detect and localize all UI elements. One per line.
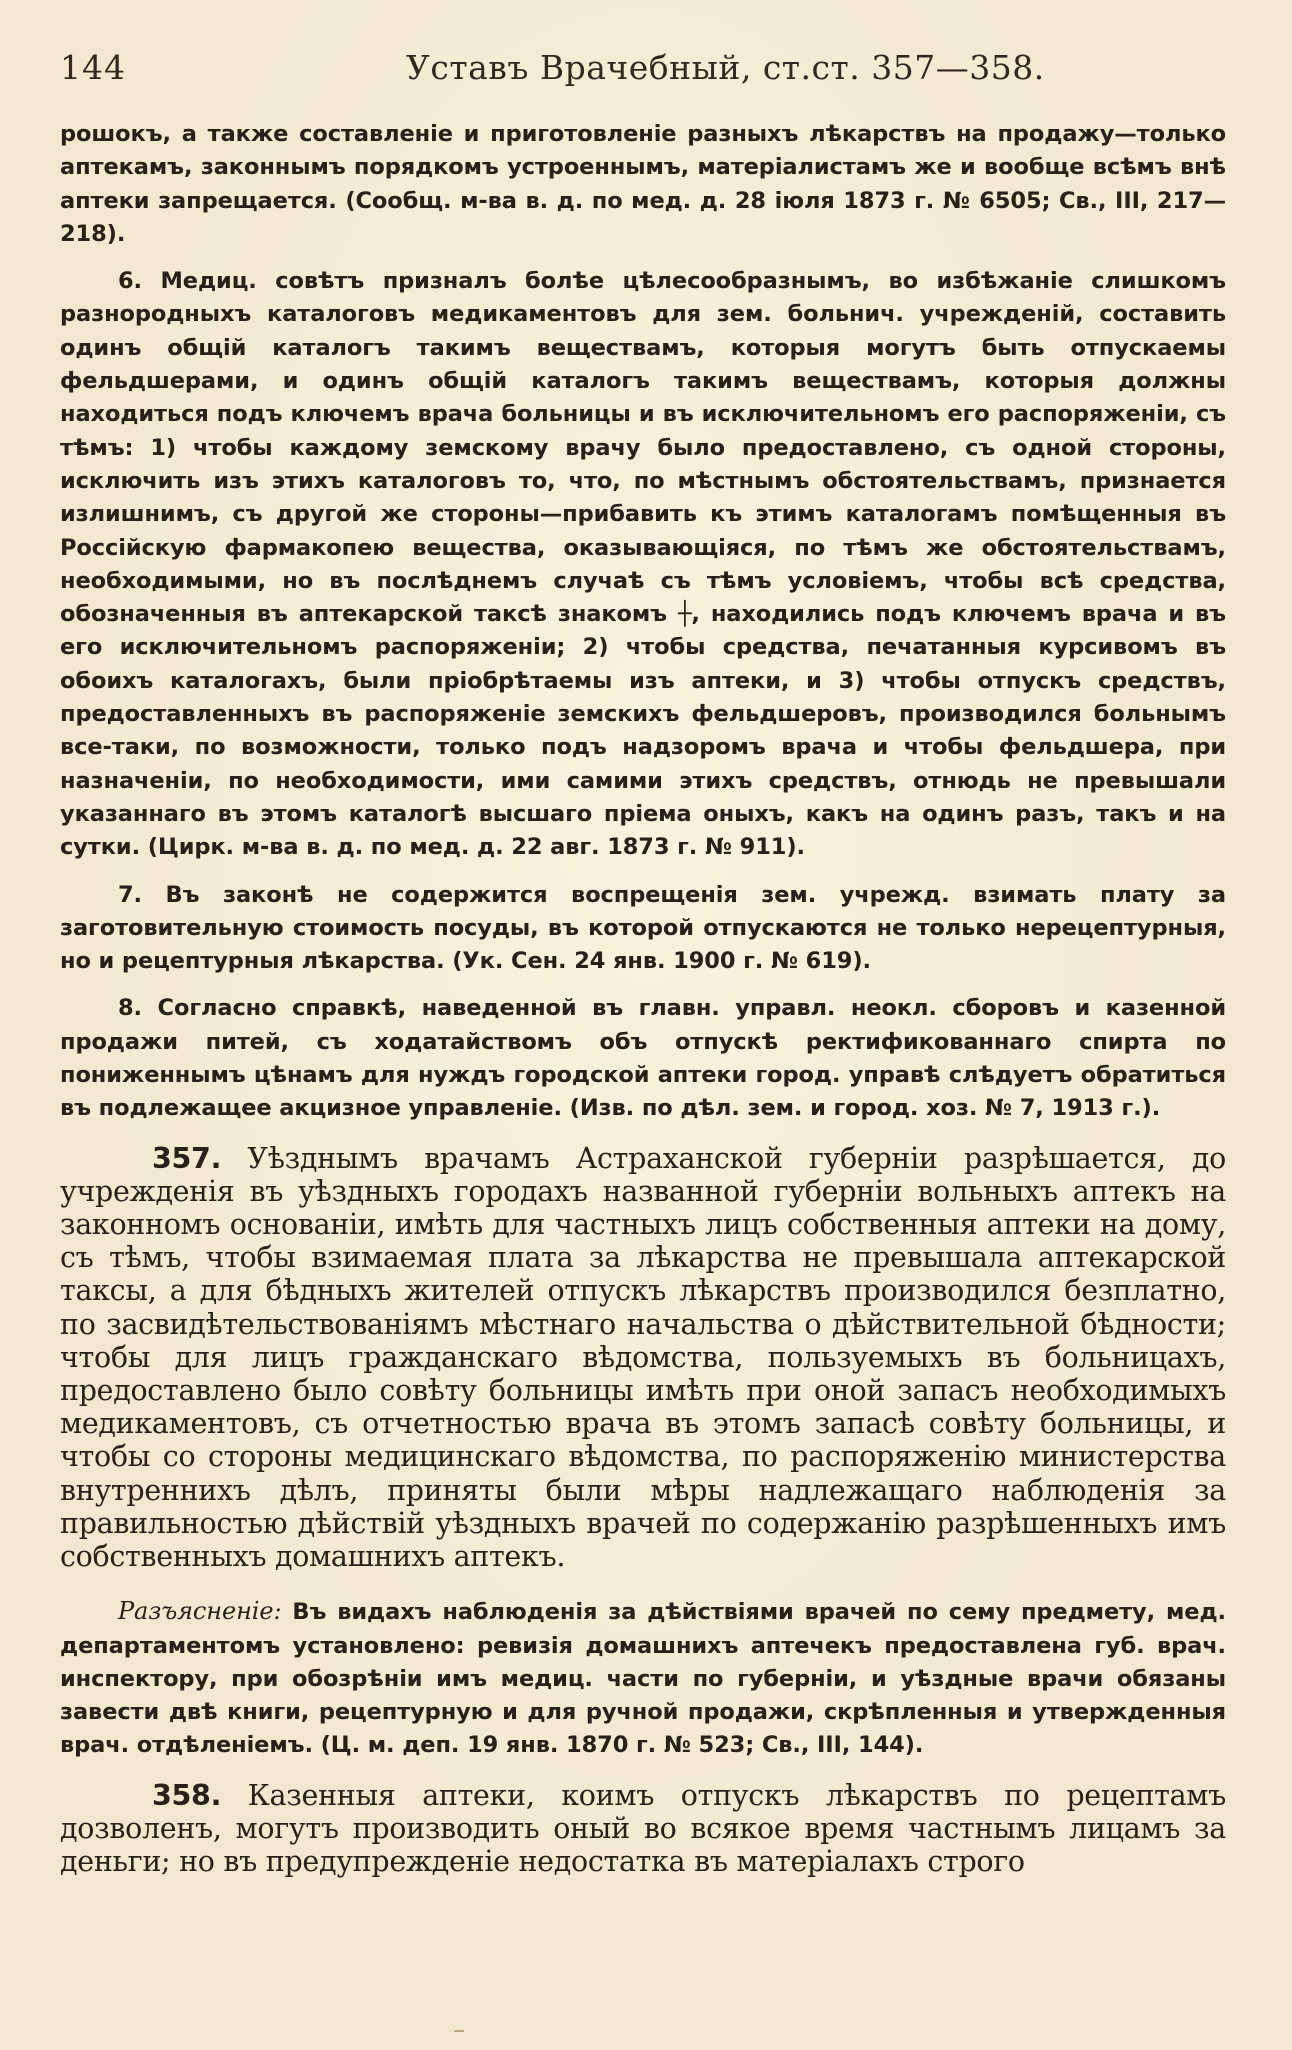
note-7: 7. Въ законѣ не содержится воспрещенія зем. учрежд. взимать плату за заготовительную стоимость посуды, въ которой отпускаются не только нерецептурныя, но и рецептурныя лѣкарства. (Ук. Сен. 24 янв. 1900 г. № 619). [60,881,1226,975]
clarification-label: Разъясненіе: [118,1597,282,1626]
running-title: Уставъ Врачебный, ст.ст. 357—358. [406,48,1045,87]
note-6: 6. Медиц. совѣтъ призналъ болѣе цѣлесообразнымъ, во избѣжаніе слишкомъ разнородныхъ каталоговъ медикаментовъ для зем. больнич. учрежденій, составить одинъ общій каталогъ такимъ веществамъ, которыя могутъ быть отпускаемы фельдшерами, и одинъ общій каталогъ такимъ веществамъ, которыя должны находиться подъ ключемъ врача больницы и въ исключительномъ его распоряженіи, съ тѣмъ: 1) чтобы каждому земскому врачу было предоставлено, съ одной стороны, исключить изъ этихъ каталоговъ то, что, по мѣстнымъ обстоятельствамъ, признается излишнимъ, съ другой же стороны—прибавить къ этимъ каталогамъ помѣщенныя въ Россійскую фармакопею вещества, оказывающіяся, по тѣмъ же обстоятельствамъ, необходимыми, но въ послѣднемъ случаѣ съ тѣмъ условіемъ, чтобы всѣ средства, обозначенныя въ аптекарской таксѣ знакомъ ┼, находились подъ ключемъ врача и въ его исключительномъ распоряженіи; 2) чтобы средства, печатанныя курсивомъ въ обоихъ каталогахъ, были пріобрѣтаемы изъ аптеки, и 3) чтобы отпускъ средствъ, предоставленныхъ въ распоряженіе земскихъ фельдшеровъ, производился больнымъ все-таки, по возможности, только подъ надзоромъ врача и чтобы фельдшера, при назначеніи, по необходимости, ими самими этихъ средствъ, отнюдь не превышали указаннаго въ этомъ каталогѣ высшаго пріема оныхъ, какъ на одинъ разъ, такъ и на сутки. (Цирк. м-ва в. д. по мед. д. 22 авг. 1873 г. № 911). [60,268,1226,861]
paragraph-continuation: рошокъ, а также составленіе и приготовленіе разныхъ лѣкарствъ на продажу—только аптекамъ, законнымъ порядкомъ устроеннымъ, матеріалистамъ же и вообще всѣмъ внѣ аптеки запрещается. (Сообщ. м-ва в. д. по мед. д. 28 іюля 1873 г. № 6505; Св., III, 217—218). [60,121,1226,247]
clarification-text: Въ видахъ наблюденія за дѣйствіями врачей по сему предмету, мед. департаментомъ установлено: ревизія домашнихъ аптечекъ предоставлена губ. врач. инспектору, при обозрѣніи имъ медиц. части по губерніи, и уѣздные врачи обязаны завести двѣ книги, рецептурную и для ручной продажи, скрѣпленныя и утвержденныя врач. отдѣленіемъ. (Ц. м. деп. 19 янв. 1870 г. № 523; Св., III, 144). [60,1599,1226,1759]
bottom-mark [454,2030,464,2032]
article-357 [60,1142,1226,1574]
article-357-text: Уѣзднымъ врачамъ Астраханской губерніи разрѣшается, до учрежденія въ уѣздныхъ городахъ названной губерніи вольныхъ аптекъ на законномъ основаніи, имѣть для частныхъ лицъ собственныя аптеки на дому, съ тѣмъ, чтобы взимаемая плата за лѣкарства не превышала аптекарской таксы, а для бѣдныхъ жителей отпускъ лѣкарствъ производился безплатно, по засвидѣтельствованіямъ мѣстнаго начальства о дѣйствительной бѣдности; чтобы для лицъ гражданскаго вѣдомства, пользуемыхъ въ больницахъ, предоставлено было совѣту больницы имѣть при оной запасъ необходимыхъ медикаментовъ, съ отчетностью врача въ этомъ запасѣ совѣту больницы, и чтобы со стороны медицинскаго вѣдомства, по распоряженію министерства внутреннихъ дѣлъ, приняты были мѣры надлежащаго наблюденія за правильностью дѣйствій уѣздныхъ врачей по содержанію разрѣшенныхъ имъ собственныхъ домашнихъ аптекъ. [60,1141,1226,1574]
article-357-number: 357. [152,1141,222,1175]
article-358 [60,1779,1226,1879]
article-358-number: 358. [152,1778,222,1812]
clarification [60,1595,1226,1762]
article-358-text: Казенныя аптеки, коимъ отпускъ лѣкарствъ по рецептамъ дозволенъ, могутъ производить оный во всякое время частнымъ лицамъ за деньги; но въ предупрежденіе недостатка въ матеріалахъ строго [60,1778,1226,1879]
page-number: 144 [60,48,126,87]
note-8: 8. Согласно справкѣ, наведенной въ главн. управл. неокл. сборовъ и казенной продажи питей, съ ходатайствомъ объ отпускѣ ректификованнаго спирта по пониженнымъ цѣнамъ для нуждъ городской аптеки город. управѣ слѣдуетъ обратиться въ подлежащее акцизное управленіе. (Изв. по дѣл. зем. и город. хоз. № 7, 1913 г.). [60,995,1226,1122]
page-header [60,48,1226,108]
